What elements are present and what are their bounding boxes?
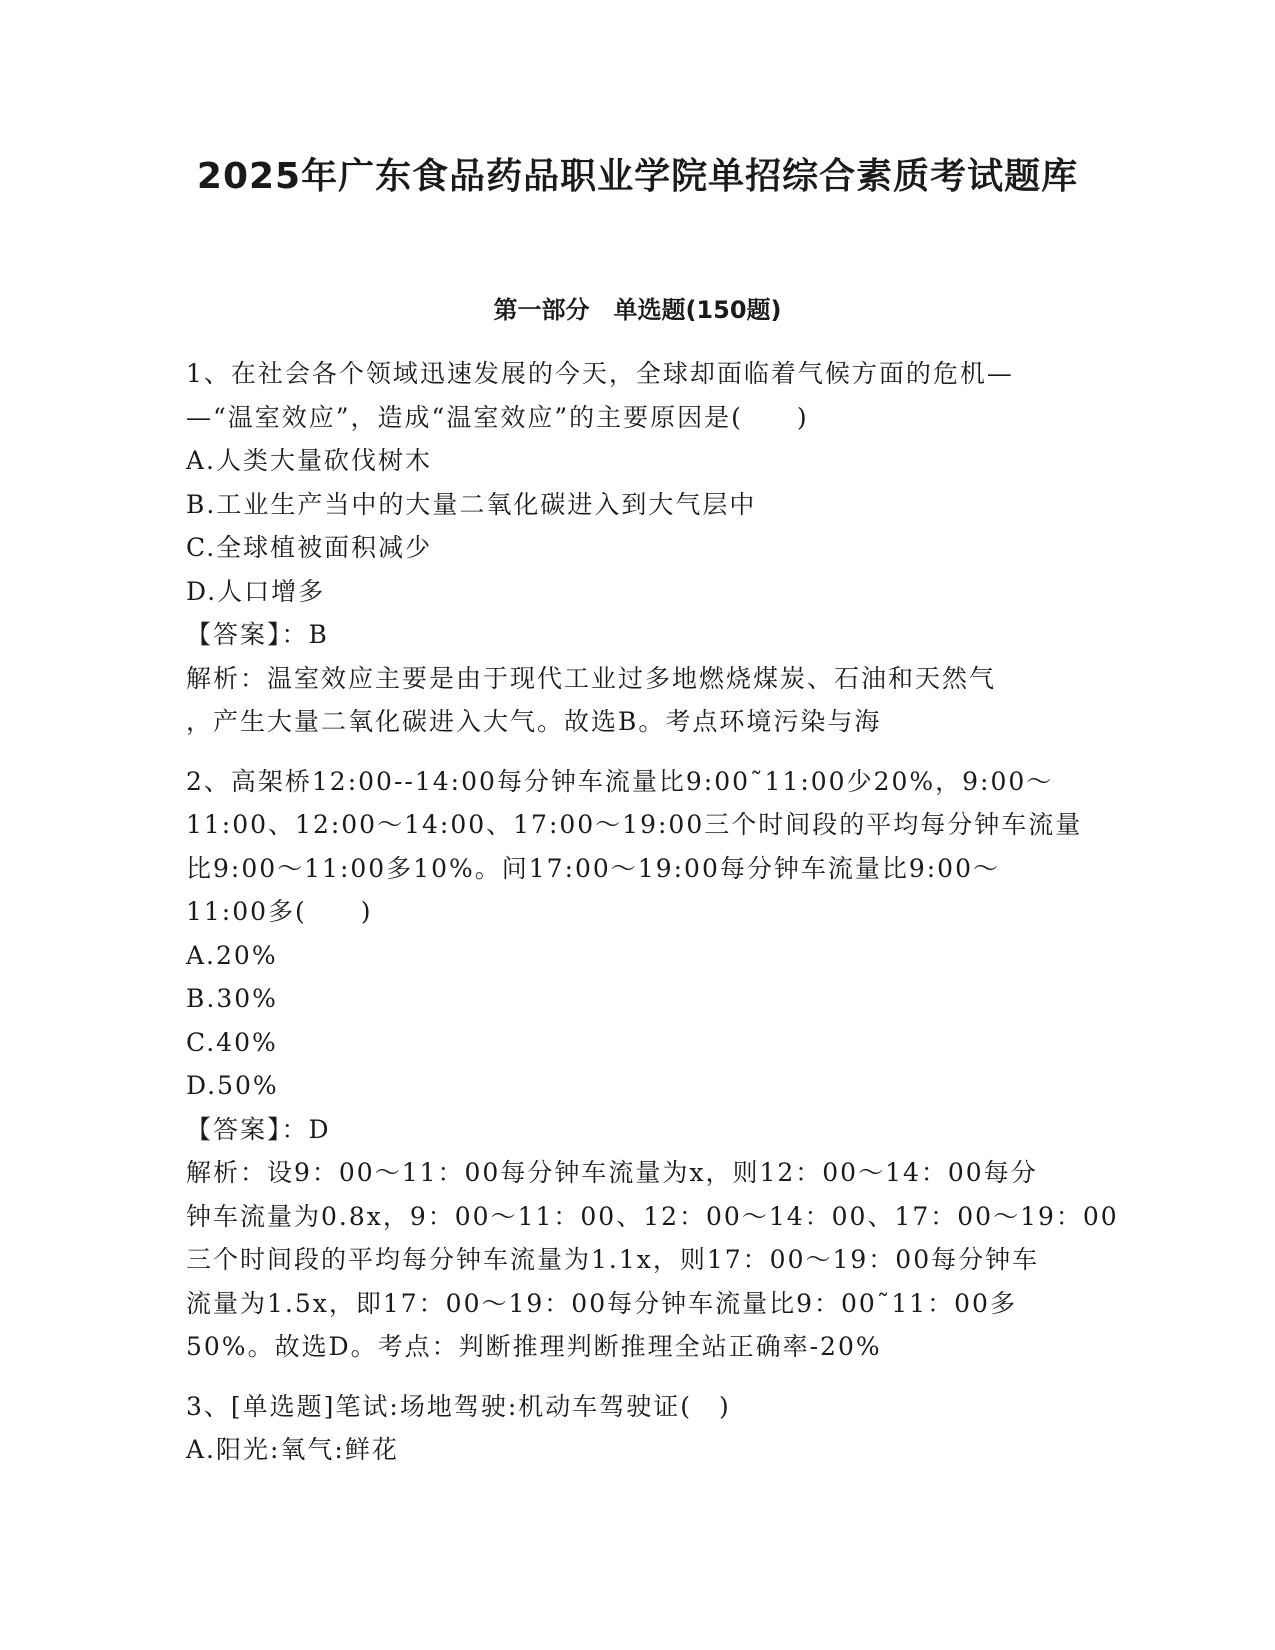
question-list — [186, 352, 1119, 1488]
question-1 — [186, 352, 1086, 744]
option-d: D.人口增多 — [186, 576, 326, 606]
option-c: C.全球植被面积减少 — [186, 533, 433, 562]
option-d: D.50% — [186, 1071, 279, 1100]
question-stem-line: 2、高架桥12:00--14:00每分钟车流量比9:00˜11:00少20%，9:00～ — [186, 766, 1054, 796]
option-b: B.30% — [186, 984, 278, 1013]
question-stem-line: 3、[单选题]笔试:场地驾驶:机动车驾驶证( ) — [186, 1391, 731, 1421]
analysis-line: 解析：温室效应主要是由于现代工业过多地燃烧煤炭、石油和天然气 — [186, 663, 997, 693]
option-a: A.阳光:氧气:鲜花 — [186, 1435, 399, 1464]
question-stem-line: 1、在社会各个领域迅速发展的今天，全球却面临着气候方面的危机— — [186, 359, 1014, 388]
option-a: A.人类大量砍伐树木 — [186, 446, 433, 475]
question-3 — [186, 1385, 1086, 1472]
question-2 — [186, 760, 1119, 1369]
question-stem-line: 11:00多( ) — [186, 897, 373, 926]
question-stem-line: —“温室效应”，造成“温室效应”的主要原因是( ) — [186, 402, 809, 432]
analysis-line: 解析：设9：00～11：00每分钟车流量为x，则12：00～14：00每分 — [186, 1158, 1038, 1187]
answer-line: 【答案】：D — [186, 1114, 331, 1144]
answer-line: 【答案】：B — [186, 620, 329, 649]
analysis-line: 钟车流量为0.8x，9：00～11：00、12：00～14：00、17：00～19：00 — [186, 1201, 1119, 1231]
question-stem-line: 11:00、12:00～14:00、17:00～19:00三个时间段的平均每分钟车流量 — [186, 810, 1083, 839]
question-stem-line: 比9:00～11:00多10%。问17:00～19:00每分钟车流量比9:00～ — [186, 853, 1000, 883]
option-a: A.20% — [186, 940, 278, 970]
analysis-line: 50%。故选D。考点：判断推理判断推理全站正确率-20% — [186, 1332, 882, 1361]
analysis-line: ，产生大量二氧化碳进入大气。故选B。考点环境污染与海 — [186, 707, 882, 736]
analysis-line: 流量为1.5x，即17：00～19：00每分钟车流量比9：00˜11：00多 — [186, 1288, 1017, 1318]
option-b: B.工业生产当中的大量二氧化碳进入到大气层中 — [186, 489, 757, 519]
section-title: 第一部分 单选题(150题) — [493, 296, 782, 324]
document-title: 2025年广东食品药品职业学院单招综合素质考试题库 — [196, 156, 1079, 197]
option-c: C.40% — [186, 1027, 278, 1057]
analysis-line: 三个时间段的平均每分钟车流量为1.1x，则17：00～19：00每分钟车 — [186, 1245, 1040, 1274]
